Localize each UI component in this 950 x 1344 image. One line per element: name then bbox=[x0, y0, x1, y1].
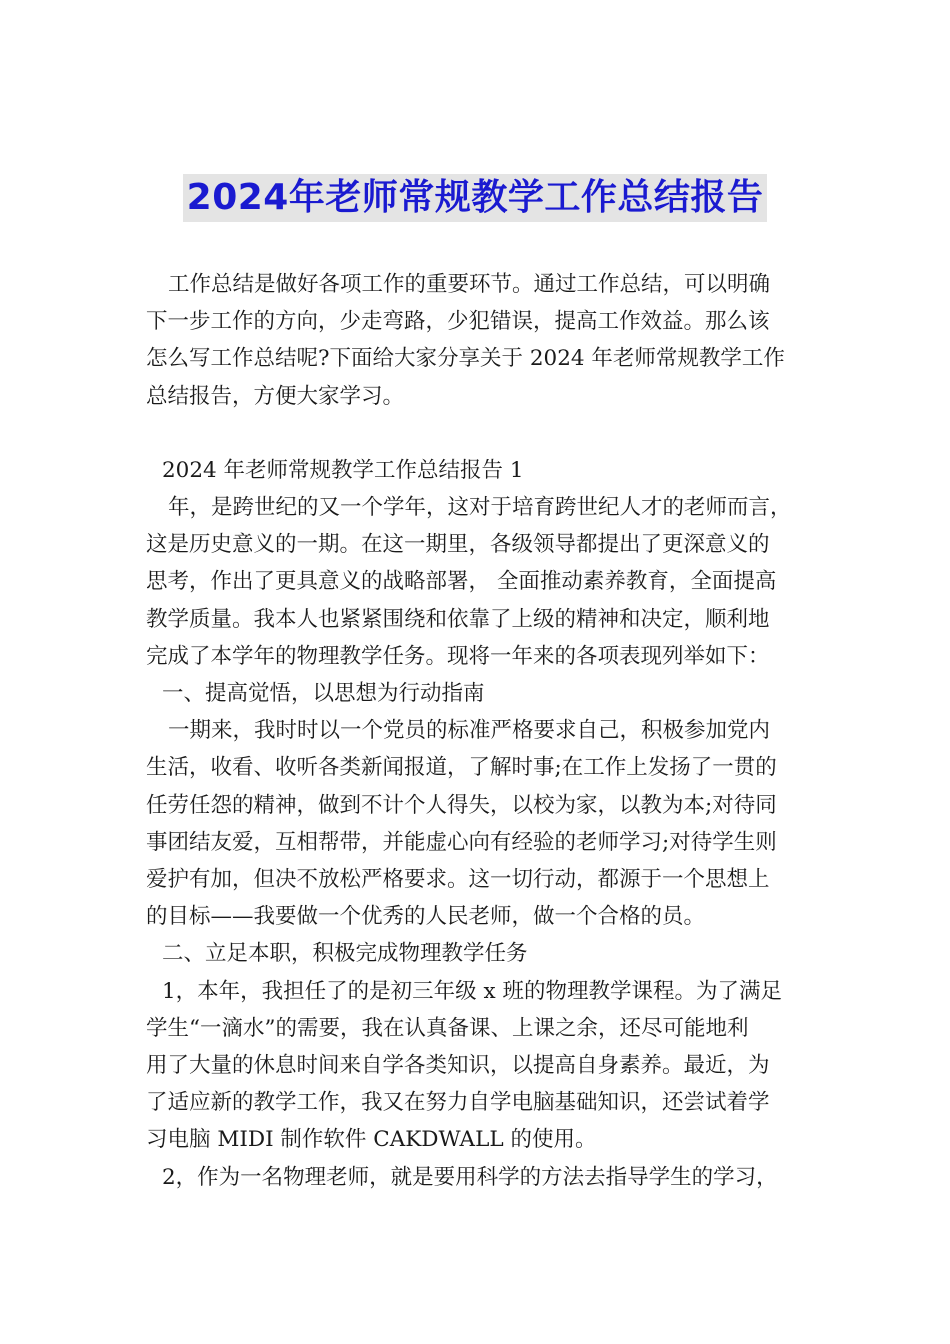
body-line: 一期来，我时时以一个党员的标准严格要求自己，积极参加党内 bbox=[168, 718, 771, 744]
body-line: 爱护有加，但决不放松严格要求。这一切行动，都源于一个思想上 bbox=[146, 867, 770, 893]
document-title-block bbox=[0, 174, 950, 222]
intro-line: 工作总结是做好各项工作的重要环节。通过工作总结，可以明确 bbox=[168, 272, 771, 297]
document-title: 2024年老师常规教学工作总结报告 bbox=[183, 174, 768, 222]
body-line: 这是历史意义的一期。在这一期里，各级领导都提出了更深意义的 bbox=[146, 532, 770, 558]
body-line: 2，作为一名物理老师，就是要用科学的方法去指导学生的学习， bbox=[162, 1164, 778, 1190]
body-line: 思考，作出了更具意义的战略部署， 全面推动素养教育，全面提高 bbox=[146, 569, 777, 595]
body-line: 年，是跨世纪的又一个学年，这对于培育跨世纪人才的老师而言， bbox=[168, 495, 792, 521]
body-line: 教学质量。我本人也紧紧围绕和依靠了上级的精神和决定，顺利地 bbox=[146, 606, 770, 632]
document-body bbox=[146, 266, 814, 1196]
body-line: 完成了本学年的物理教学任务。现将一年来的各项表现列举如下： bbox=[146, 643, 770, 669]
section-heading: 一、提高觉悟，以思想为行动指南 bbox=[162, 681, 485, 707]
body-line: 任劳任怨的精神，做到不计个人得失，以校为家，以教为本;对待同 bbox=[146, 792, 777, 818]
body-line: 的目标——我要做一个优秀的人民老师，做一个合格的员。 bbox=[146, 904, 706, 930]
body-line: 了适应新的教学工作，我又在努力自学电脑基础知识，还尝试着学 bbox=[146, 1090, 770, 1116]
intro-line: 总结报告，方便大家学习。 bbox=[146, 383, 405, 409]
intro-line: 怎么写工作总结呢?下面给大家分享关于 2024 年老师常规教学工作 bbox=[146, 346, 785, 372]
body-line: 事团结友爱，互相帮带，并能虚心向有经验的老师学习;对待学生则 bbox=[146, 829, 777, 855]
intro-line: 下一步工作的方向，少走弯路，少犯错误，提高工作效益。那么该 bbox=[146, 309, 770, 335]
body-line: 1，本年，我担任了的是初三年级 x 班的物理教学课程。为了满足 bbox=[162, 978, 782, 1004]
body-line: 用了大量的休息时间来自学各类知识，以提高自身素养。最近，为 bbox=[146, 1053, 770, 1079]
section-heading: 二、立足本职，积极完成物理教学任务 bbox=[162, 941, 528, 967]
paragraph-gap bbox=[146, 415, 814, 452]
section-title: 2024 年老师常规教学工作总结报告 1 bbox=[162, 457, 524, 483]
body-line: 学生“一滴水”的需要，我在认真备课、上课之余，还尽可能地利 bbox=[146, 1015, 749, 1041]
body-line: 生活，收看、收听各类新闻报道，了解时事;在工作上发扬了一贯的 bbox=[146, 755, 777, 781]
body-line: 习电脑 MIDI 制作软件 CAKDWALL 的使用。 bbox=[146, 1127, 597, 1153]
